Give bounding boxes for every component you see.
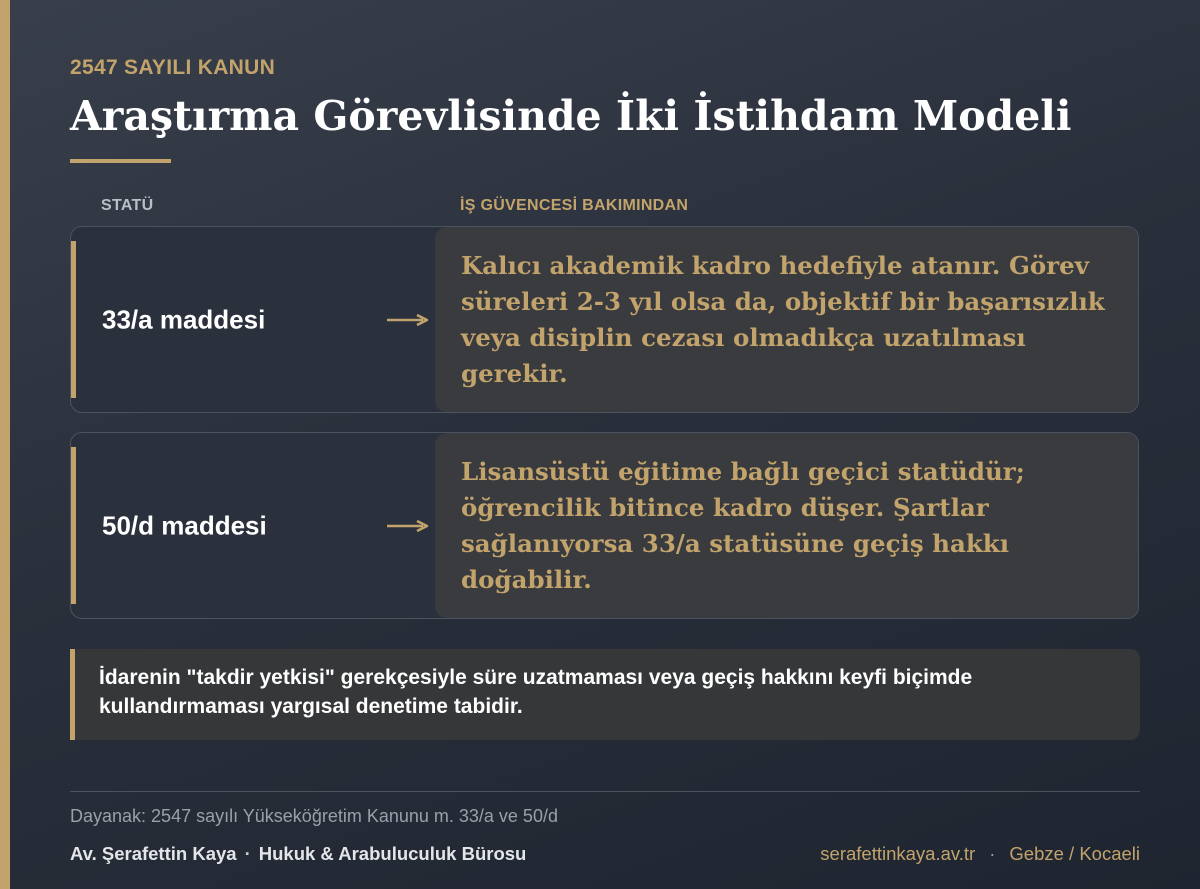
row-label: 33/a maddesi	[102, 304, 266, 334]
arrow-right-icon	[387, 519, 429, 533]
website-link[interactable]: serafettinkaya.av.tr	[820, 843, 976, 864]
firm-name: Hukuk & Arabuluculuk Bürosu	[258, 843, 527, 864]
column-header-status: STATÜ	[101, 197, 154, 214]
note-accent-bar	[70, 649, 75, 740]
row-accent-bar	[71, 447, 76, 604]
comparison-row-50d	[70, 432, 1139, 619]
row-description: Lisansüstü eğitime bağlı geçici statüdür; öğrencilik bitince kadro düşer. Şartlar sağlanıyorsa 33/a statüsüne geçiş hakkı doğabilir.	[461, 456, 1025, 594]
left-accent-bar	[0, 0, 10, 889]
footer-separator: ·	[989, 843, 996, 864]
page-title: Araştırma Görevlisinde İki İstihdam Modeli	[70, 92, 1072, 140]
footer-separator: ·	[244, 843, 251, 864]
title-underline	[70, 159, 171, 163]
footer-contact	[820, 843, 1140, 865]
law-kicker: 2547 SAYILI KANUN	[70, 56, 276, 79]
author-name: Av. Şerafettin Kaya	[70, 843, 237, 864]
description-box	[435, 433, 1138, 618]
comparison-row-33a	[70, 226, 1139, 413]
footer-divider	[70, 791, 1140, 792]
row-accent-bar	[71, 241, 76, 398]
arrow-right-icon	[387, 313, 429, 327]
row-description: Kalıcı akademik kadro hedefiyle atanır. Görev süreleri 2-3 yıl olsa da, objektif bir başarısızlık veya disiplin cezası olmadıkça uzatılması gerekir.	[461, 250, 1105, 388]
note-text: İdarenin "takdir yetkisi" gerekçesiyle süre uzatmaması veya geçiş hakkını keyfi biçimde kullandırmaması yargısal denetime tabidir.	[99, 666, 973, 718]
legal-note	[70, 649, 1140, 740]
footer-author	[70, 843, 526, 865]
description-box	[435, 227, 1138, 412]
column-header-job-security: İŞ GÜVENCESİ BAKIMINDAN	[460, 197, 689, 214]
row-label: 50/d maddesi	[102, 510, 267, 540]
location: Gebze / Kocaeli	[1009, 843, 1140, 864]
source-citation: Dayanak: 2547 sayılı Yükseköğretim Kanunu m. 33/a ve 50/d	[70, 806, 558, 826]
